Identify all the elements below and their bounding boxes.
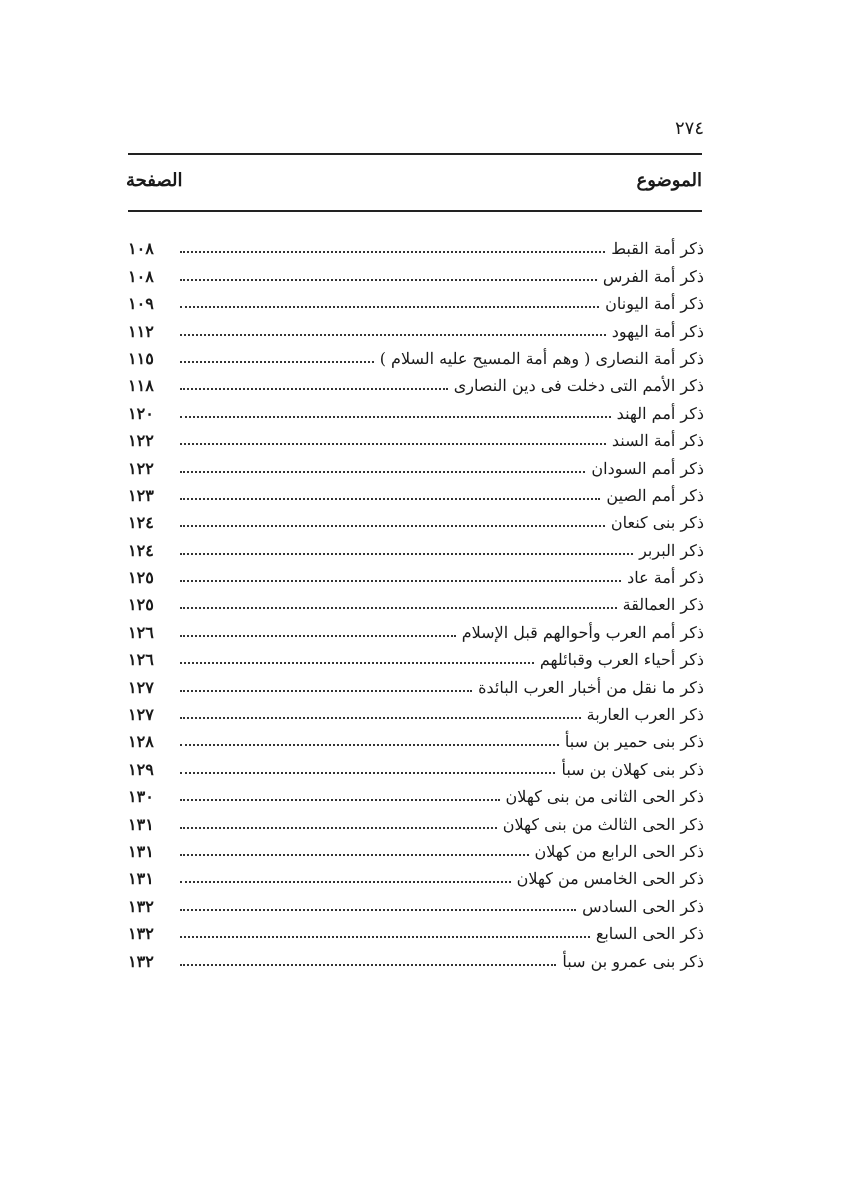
dot-leader [180, 471, 585, 473]
entry-page-number: ١٠٨ [128, 239, 154, 259]
page-number: ٢٧٤ [674, 118, 704, 139]
dot-leader [180, 334, 606, 336]
dot-leader [180, 827, 497, 829]
entry-page-number: ١٢٩ [128, 759, 154, 779]
dot-leader [180, 251, 605, 253]
entry-page-number: ١٢٧ [128, 677, 154, 697]
entry-title: ذكر الحى الثالث من بنى كهلان [502, 814, 704, 834]
dot-leader [180, 443, 606, 445]
toc-entry [128, 944, 704, 971]
table-of-contents [128, 232, 704, 972]
toc-entry [128, 314, 704, 341]
entry-title: ذكر أمة السند [611, 431, 704, 451]
entry-page-number: ١٢٤ [128, 540, 154, 560]
entry-page-number: ١٣١ [128, 869, 154, 889]
entry-title: ذكر أمة اليونان [605, 294, 704, 314]
page-column-header: الصفحة [126, 170, 183, 191]
entry-page-number: ١٢٤ [128, 513, 154, 533]
entry-page-number: ١٣٢ [128, 924, 154, 944]
entry-page-number: ١١٢ [128, 321, 154, 341]
entry-title: ذكر الأمم التى دخلت فى دين النصارى [453, 376, 704, 396]
entry-page-number: ١٢٦ [128, 650, 154, 670]
entry-page-number: ١١٥ [128, 348, 154, 368]
dot-leader [180, 306, 599, 308]
toc-entry [128, 615, 704, 642]
toc-entry [128, 424, 704, 451]
entry-title: ذكر الحى الرابع من كهلان [534, 841, 704, 861]
dot-leader [180, 717, 581, 719]
toc-entry [128, 889, 704, 916]
dot-leader [180, 662, 534, 664]
entry-title: ذكر أمة القبط [611, 239, 704, 259]
entry-page-number: ١٢٠ [128, 403, 154, 423]
dot-leader [180, 881, 511, 883]
toc-entry [128, 588, 704, 615]
entry-title: ذكر الحى الخامس من كهلان [516, 869, 704, 889]
entry-title: ذكر الحى السابع [595, 924, 704, 944]
dot-leader [180, 525, 605, 527]
toc-entry [128, 780, 704, 807]
entry-title: ذكر أمم العرب وأحوالهم قبل الإسلام [461, 622, 704, 642]
entry-page-number: ١٢٥ [128, 595, 154, 615]
entry-page-number: ١٣٠ [128, 787, 154, 807]
dot-leader [180, 580, 621, 582]
entry-title: ذكر بنى كنعان [610, 513, 704, 533]
dot-leader [180, 744, 559, 746]
entry-title: ذكر ما نقل من أخبار العرب البائدة [478, 677, 704, 697]
toc-entry [128, 917, 704, 944]
entry-title: ذكر العرب العاربة [586, 705, 704, 725]
entry-page-number: ١٢٣ [128, 485, 154, 505]
entry-title: ذكر الحى السادس [582, 896, 704, 916]
dot-leader [180, 799, 500, 801]
toc-entry [128, 396, 704, 423]
toc-entry [128, 232, 704, 259]
entry-title: ذكر أمم الصين [606, 485, 704, 505]
toc-entry [128, 506, 704, 533]
entry-title: ذكر أمة النصارى ( وهم أمة المسيح عليه السلام ) [379, 348, 704, 368]
toc-entry [128, 369, 704, 396]
toc-entry [128, 533, 704, 560]
entry-title: ذكر العمالقة [622, 595, 704, 615]
toc-entry [128, 259, 704, 286]
entry-title: ذكر بنى عمرو بن سبأ [562, 951, 704, 971]
dot-leader [180, 936, 590, 938]
entry-page-number: ١٣٢ [128, 896, 154, 916]
header-bottom-rule [128, 210, 702, 212]
entry-page-number: ١١٨ [128, 376, 154, 396]
dot-leader [180, 607, 617, 609]
toc-entry [128, 835, 704, 862]
dot-leader [180, 854, 529, 856]
entry-page-number: ١٣١ [128, 841, 154, 861]
entry-title: ذكر بنى حمير بن سبأ [564, 732, 704, 752]
toc-entry [128, 342, 704, 369]
entry-title: ذكر أمة اليهود [611, 321, 704, 341]
entry-title: ذكر أحياء العرب وقبائلهم [539, 650, 704, 670]
entry-page-number: ١٣٢ [128, 951, 154, 971]
topic-column-header: الموضوع [636, 170, 702, 191]
dot-leader [180, 909, 576, 911]
toc-entry [128, 862, 704, 889]
entry-page-number: ١٠٨ [128, 266, 154, 286]
entry-page-number: ١٣١ [128, 814, 154, 834]
dot-leader [180, 964, 556, 966]
toc-entry [128, 725, 704, 752]
dot-leader [180, 690, 472, 692]
dot-leader [180, 498, 600, 500]
toc-entry [128, 561, 704, 588]
dot-leader [180, 772, 555, 774]
entry-title: ذكر أمة الفرس [602, 266, 704, 286]
entry-page-number: ١٢٢ [128, 431, 154, 451]
toc-entry [128, 451, 704, 478]
entry-page-number: ١٢٥ [128, 568, 154, 588]
entry-title: ذكر أمم الهند [616, 403, 704, 423]
toc-entry [128, 287, 704, 314]
entry-title: ذكر أمة عاد [627, 568, 704, 588]
dot-leader [180, 416, 611, 418]
entry-title: ذكر بنى كهلان بن سبأ [561, 759, 704, 779]
toc-entry [128, 698, 704, 725]
entry-page-number: ١٢٦ [128, 622, 154, 642]
dot-leader [180, 361, 374, 363]
header-top-rule [128, 153, 702, 155]
entry-page-number: ١٢٨ [128, 732, 154, 752]
entry-title: ذكر الحى الثانى من بنى كهلان [505, 787, 704, 807]
dot-leader [180, 279, 597, 281]
entry-page-number: ١٢٢ [128, 458, 154, 478]
toc-entry [128, 807, 704, 834]
dot-leader [180, 553, 633, 555]
toc-entry [128, 752, 704, 779]
entry-page-number: ١٠٩ [128, 294, 154, 314]
entry-title: ذكر أمم السودان [591, 458, 704, 478]
toc-entry [128, 643, 704, 670]
toc-entry [128, 479, 704, 506]
dot-leader [180, 388, 448, 390]
toc-entry [128, 670, 704, 697]
entry-title: ذكر البربر [639, 540, 704, 560]
entry-page-number: ١٢٧ [128, 705, 154, 725]
dot-leader [180, 635, 456, 637]
